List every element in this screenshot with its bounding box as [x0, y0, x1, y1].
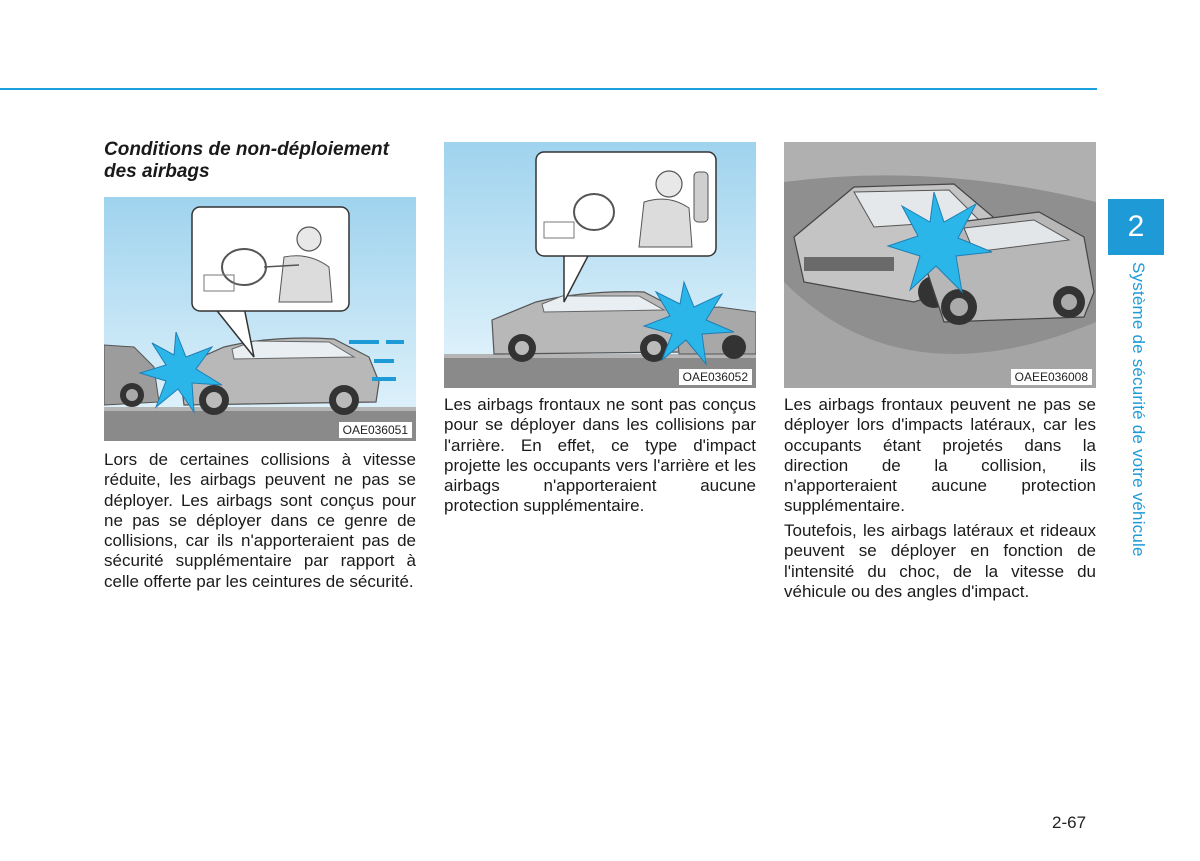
figure-rear-collision — [444, 142, 756, 388]
column-3-paragraph-1: Les airbags frontaux peuvent ne pas se déployer lors d'impacts latéraux, car les occupants étant projetés dans la direction de la collision, ils n'apporteraient aucune protection supplémentaire. — [784, 395, 1096, 516]
page-number: 2-67 — [1052, 813, 1087, 832]
figure-side-collision — [784, 142, 1096, 388]
figure-code: OAE036052 — [679, 369, 752, 385]
header-rule — [0, 88, 1097, 90]
figure-code: OAE036051 — [339, 422, 412, 438]
section-heading: Conditions de non-déploiement des airbags — [104, 139, 389, 182]
column-3-paragraph-2: Toutefois, les airbags latéraux et rideaux peuvent se déployer en fonction de l'intensité du choc, de la vitesse du véhicule ou des angles d'impact. — [784, 521, 1096, 601]
figure-code: OAEE036008 — [1011, 369, 1092, 385]
column-1-paragraph: Lors de certaines collisions à vitesse réduite, les airbags peuvent ne pas se déployer. Les airbags sont conçus pour ne pas se déployer dans ce genre de collisions, car ils n'apporteraient pas de sécurité supplémentaire par rapport à celle offerte par les ceintures de sécurité. — [104, 450, 416, 591]
chapter-title: Système de sécurité de votre véhicule — [1129, 262, 1148, 557]
chapter-number-tab[interactable]: 2 — [1108, 199, 1164, 255]
column-2-paragraph: Les airbags frontaux ne sont pas conçus pour se déployer dans les collisions par l'arrière. En effet, ce type d'impact projette les occupants vers l'arrière et les airbags n'apporteraient aucune protection supplémentaire. — [444, 395, 756, 516]
figure-frontal-collision — [104, 197, 416, 441]
